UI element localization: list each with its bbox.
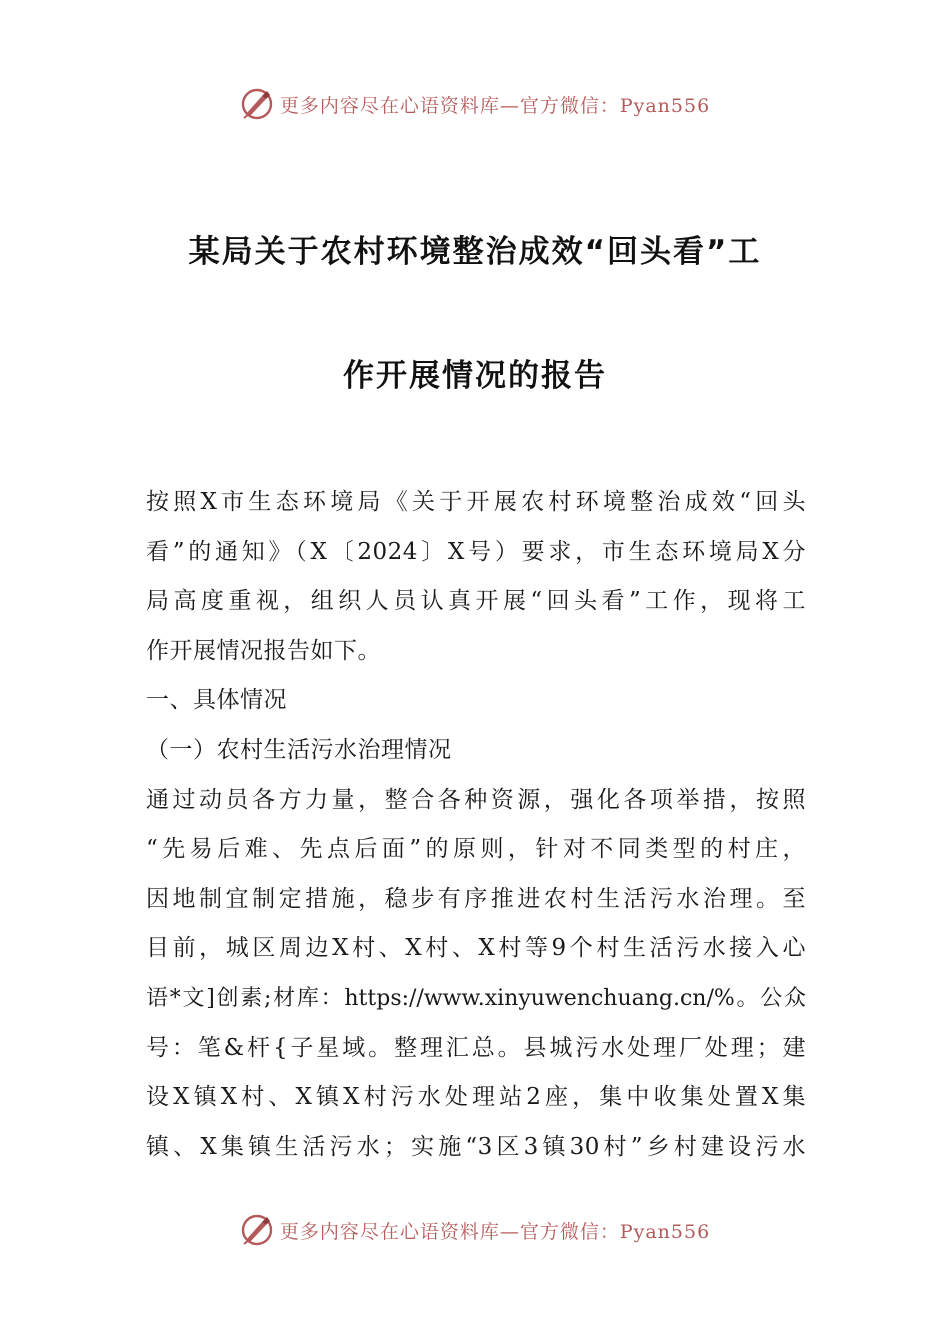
doc-title-line-1: 某局关于农村环境整治成效“回头看”工 (188, 234, 762, 270)
body-line: 目前，城区周边X村、X村、X村等9个村生活污水接入心 (146, 935, 806, 962)
body-line: 作开展情况报告如下。 (146, 637, 381, 664)
body-line: 局高度重视，组织人员认真开展“回头看”工作，现将工 (146, 588, 806, 615)
body-line: 设X镇X村、X镇X村污水处理站2座，集中收集处置X集 (146, 1084, 806, 1111)
body-line: “先易后难、先点后面”的原则，针对不同类型的村庄， (146, 836, 806, 863)
body-line: 镇、X集镇生活污水；实施“3区3镇30村”乡村建设污水 (146, 1133, 806, 1160)
header-banner (0, 84, 950, 124)
section-heading: 一、具体情况 (146, 687, 287, 714)
body-line: 按照X市生态环境局《关于开展农村环境整治成效“回头 (146, 489, 806, 515)
body-line: 通过动员各方力量，整合各种资源，强化各项举措，按照 (146, 786, 806, 813)
body-line: 语*文]创素;材库：https://www.xinyuwenchuang.cn/%。公众 (146, 985, 806, 1011)
body-line: 因地制宜制定措施，稳步有序推进农村生活污水治理。至 (146, 885, 806, 912)
footer-banner (0, 1210, 950, 1250)
body-text (146, 478, 806, 1172)
subsection-heading: （一）农村生活污水治理情况 (146, 736, 452, 763)
pen-logo-icon (240, 87, 274, 121)
body-line: 号：笔&杆{子星域。整理汇总。县城污水处理厂处理；建 (146, 1034, 806, 1061)
doc-title-line-2: 作开展情况的报告 (343, 358, 607, 394)
banner-text: 更多内容尽在心语资料库—官方微信：Pyan556 (279, 1220, 711, 1243)
body-line: 看”的通知》（X〔2024〕X号）要求，市生态环境局X分 (146, 538, 806, 565)
banner-text: 更多内容尽在心语资料库—官方微信：Pyan556 (279, 94, 711, 117)
pen-logo-icon (240, 1213, 274, 1247)
